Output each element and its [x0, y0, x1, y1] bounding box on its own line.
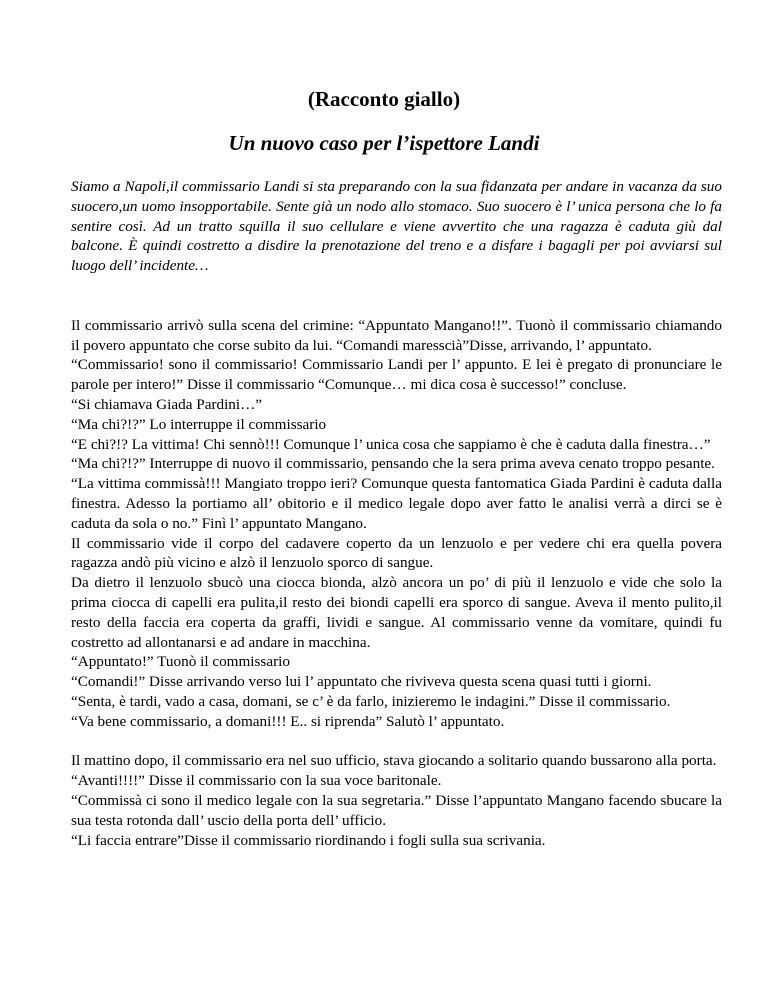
story-paragraph: “Commissà ci sono il medico legale con la sua segretaria.” Disse l’appuntato Mangano facendo sbucare la sua testa rotonda dall’ uscio della porta dell’ ufficio.	[71, 791, 722, 829]
story-paragraph: Il mattino dopo, il commissario era nel suo ufficio, stava giocando a solitario quando bussarono alla porta.	[71, 752, 717, 770]
document-story-title: Un nuovo caso per l’ispettore Landi	[228, 131, 540, 155]
paragraph-spacer	[71, 732, 722, 752]
story-paragraph: “Senta, è tardi, vado a casa, domani, se c’ è da farlo, inizieremo le indagini.” Disse il commissario.	[71, 692, 671, 710]
story-paragraph: “Appuntato!” Tuonò il commissario	[71, 653, 290, 671]
story-paragraph: “Li faccia entrare”Disse il commissario riordinando i fogli sulla sua scrivania.	[71, 831, 546, 849]
story-paragraph: “Si chiamava Giada Pardini…”	[71, 395, 263, 413]
story-paragraph: Il commissario arrivò sulla scena del crimine: “Appuntato Mangano!!”. Tuonò il commissario chiamando il povero appuntato che corse subito da lui. “Comandi maresscià”Disse, arrivando, l’ appuntato.	[71, 316, 722, 354]
story-paragraph: “Ma chi?!?” Interruppe di nuovo il commissario, pensando che la sera prima aveva cenato troppo pesante.	[71, 455, 715, 473]
story-paragraph: “Commissario! sono il commissario! Commissario Landi per l’ appunto. E lei è pregato di pronunciare le parole per intero!” Disse il commissario “Comunque… mi dica cosa è successo!” concluse.	[71, 356, 722, 394]
story-paragraph: “La vittima commissà!!! Mangiato troppo ieri? Comunque questa fantomatica Giada Pardini è caduta dalla finestra. Adesso la portiamo all’ obitorio e il medico legale dopo aver fatto le analisi verrà a dirci se è caduta da sola o no.” Finì l’ appuntato Mangano.	[71, 475, 722, 532]
story-paragraph: Il commissario vide il corpo del cadavere coperto da un lenzuolo e per vedere chi era quella povera ragazza andò più vicino e alzò il lenzuolo sporco di sangue.	[71, 534, 722, 572]
story-paragraph: Da dietro il lenzuolo sbucò una ciocca bionda, alzò ancora un po’ di più il lenzuolo e vide che solo la prima ciocca di capelli era pulita,il resto dei biondi capelli era sporco di sangue. Aveva il mento pulito,il resto della faccia era coperta da graffi, lividi e sangue. Al commissario venne da vomitare, quindi fu costretto ad allontanarsi e ad andare in macchina.	[71, 574, 722, 651]
story-paragraph: “Ma chi?!?” Lo interruppe il commissario	[71, 415, 327, 433]
story-paragraph: “Avanti!!!!” Disse il commissario con la sua voce baritonale.	[71, 772, 442, 790]
document-genre-title: (Racconto giallo)	[307, 87, 461, 111]
story-paragraph: “Comandi!” Disse arrivando verso lui l’ appuntato che riviveva questa scena quasi tutti i giorni.	[71, 673, 652, 691]
story-paragraph: “Va bene commissario, a domani!!! E.. si riprenda” Salutò l’ appuntato.	[71, 712, 505, 730]
story-paragraph: “E chi?!? La vittima! Chi sennò!!! Comunque l’ unica cosa che sappiamo è che è caduta dalla finestra…”	[71, 435, 711, 453]
paragraph-spacer	[71, 296, 722, 316]
document-body	[71, 177, 722, 850]
intro-paragraph: Siamo a Napoli,il commissario Landi si sta preparando con la sua fidanzata per andare in vacanza da suo suocero,un uomo insopportabile. Sente già un nodo allo stomaco. Suo suocero è l’ unica persona che lo fa sentire così. Ad un tratto squilla il suo cellulare e viene avvertito che una ragazza è caduta giù dal balcone. È quindi costretto a disdire la prenotazione del treno e a disfare i bagagli per poi avviarsi sul luogo dell’ incidente…	[71, 178, 722, 275]
